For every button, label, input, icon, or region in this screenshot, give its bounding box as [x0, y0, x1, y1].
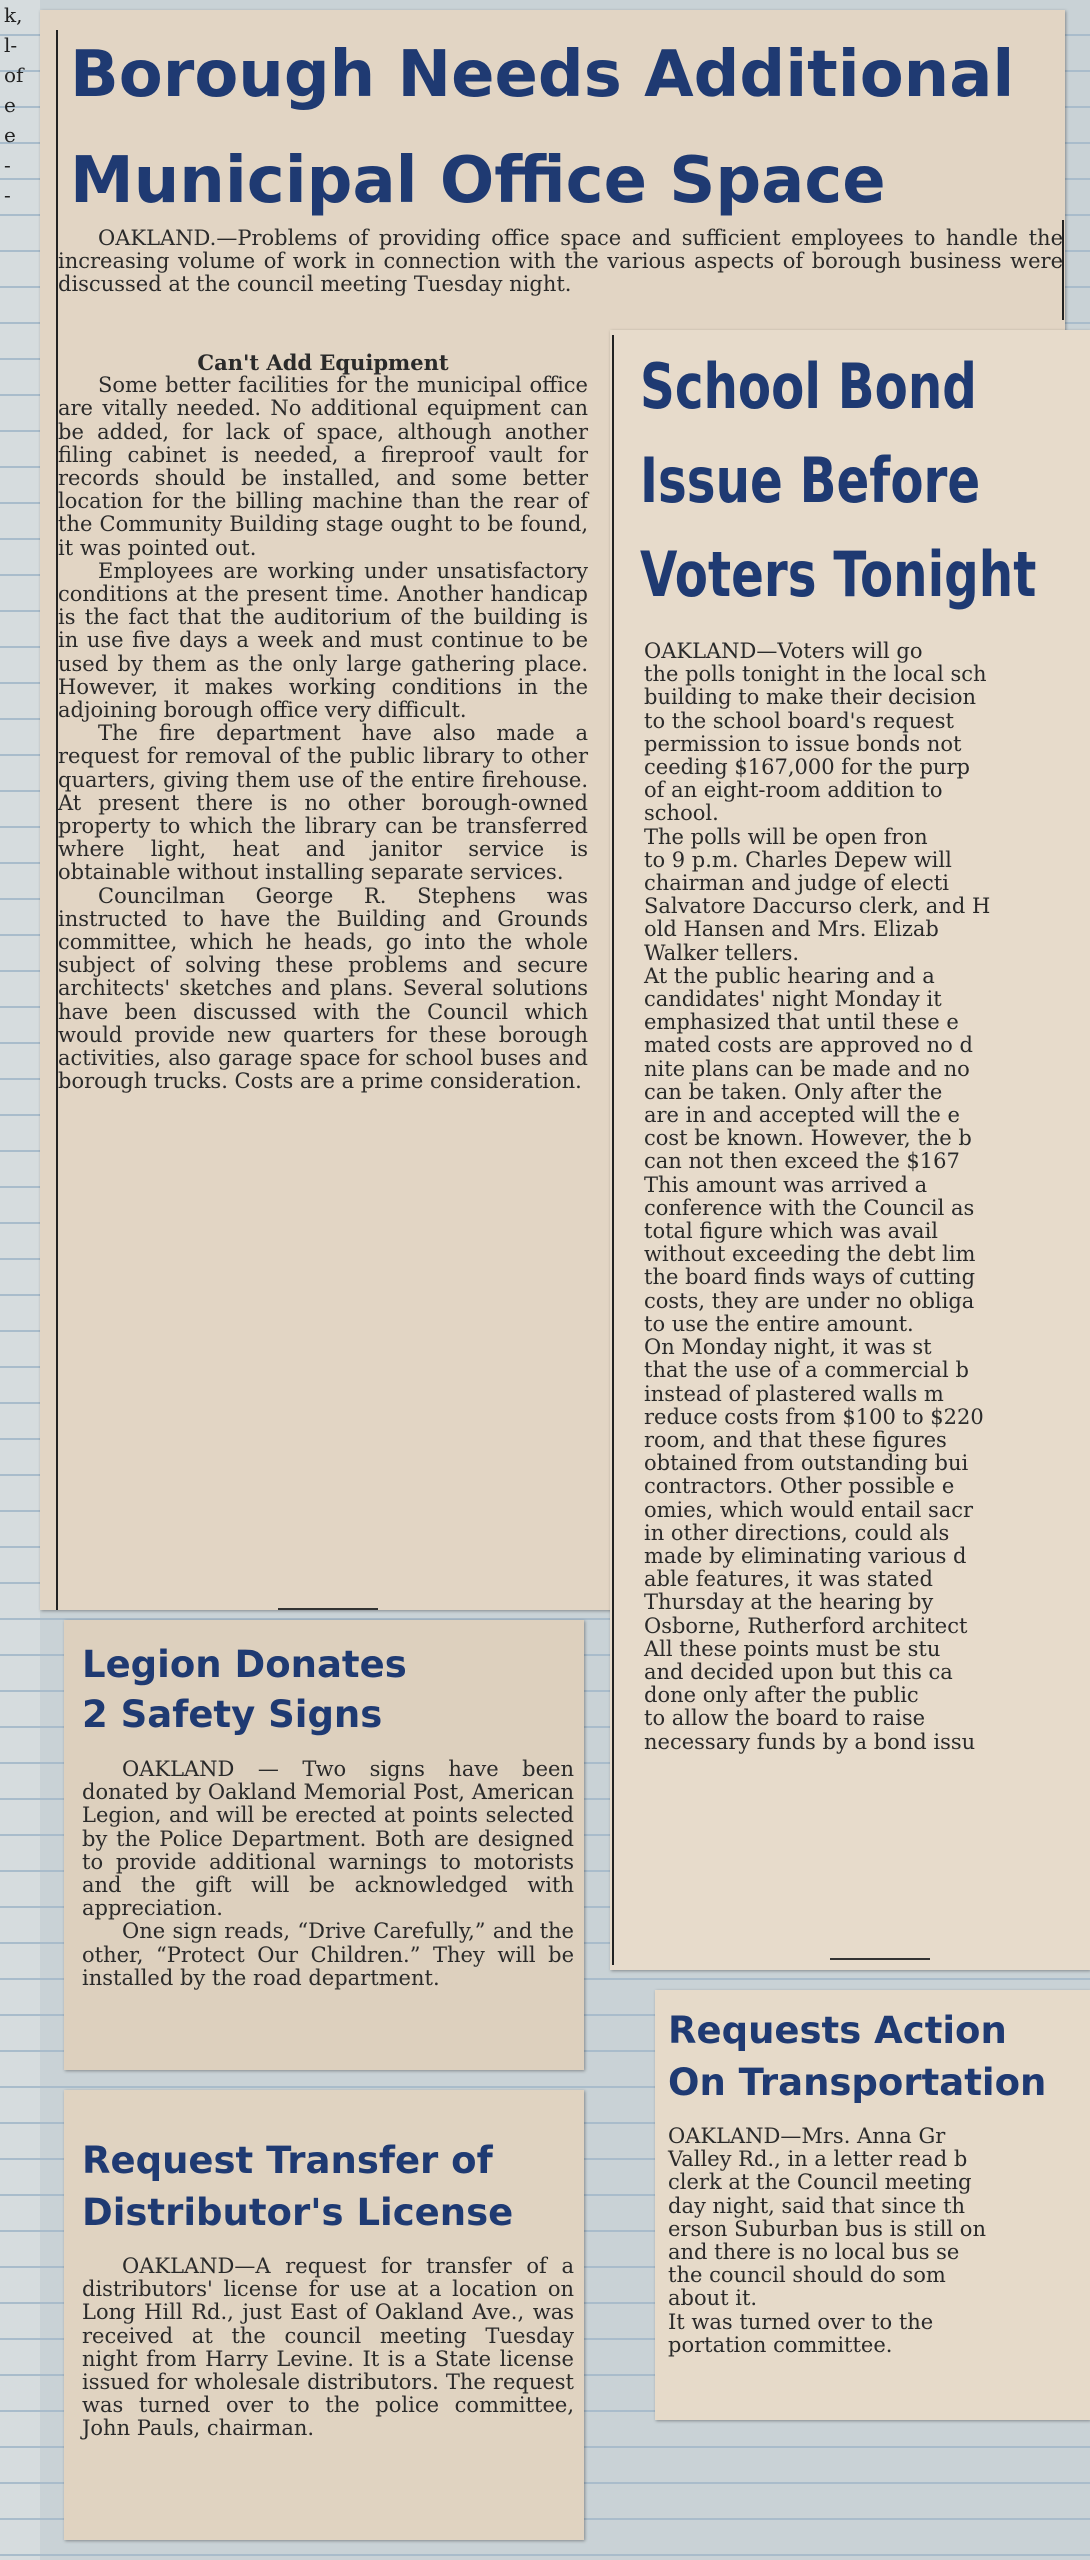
- school-bond-body: [644, 640, 1090, 1754]
- school-bond-line: of an eight-room addition to: [644, 778, 943, 803]
- school-bond-line: without exceeding the debt lim: [644, 1242, 976, 1267]
- school-bond-line: to use the entire amount.: [644, 1311, 914, 1336]
- main-headline-line2: Municipal Office Space: [70, 144, 886, 218]
- school-bond-line: On Monday night, it was st: [644, 1335, 932, 1360]
- distributor-paragraph-1: OAKLAND—A request for transfer of a distributors' license for use at a location on Long Hill Rd., just East of Oakland Ave., was received at the council meeting Tuesday night from Harry Levine. It is a State license issued for wholesale distributors. The request was turned over to the police committee, John Pauls, chairman.: [82, 2254, 574, 2441]
- school-bond-line: can not then exceed the $167: [644, 1149, 960, 1174]
- school-bond-line: candidates' night Monday it: [644, 987, 942, 1012]
- transportation-line: It was turned over to the: [668, 2309, 934, 2334]
- margin-mark: of: [4, 63, 24, 87]
- school-bond-line: to the school board's request: [644, 708, 954, 733]
- school-bond-line: Salvatore Daccurso clerk, and H: [644, 894, 991, 919]
- main-subhead: Can't Add Equipment: [197, 350, 449, 375]
- school-bond-line: This amount was arrived a: [644, 1172, 928, 1197]
- main-body: [58, 351, 588, 1094]
- school-bond-line: can be taken. Only after the: [644, 1079, 943, 1104]
- transportation-line: Valley Rd., in a letter read b: [668, 2147, 968, 2172]
- main-paragraph-3: The fire department have also made a request for removal of the public library to other quarters, giving them use of the entire firehouse. At present there is no other borough-owned property to which the library can be transferred where light, heat and janitor service is obtainable without installing separate services.: [58, 721, 588, 885]
- school-bond-line: chairman and judge of electi: [644, 871, 949, 896]
- distributor-headline-line1: Request Transfer of: [82, 2139, 493, 2182]
- school-bond-line: The polls will be open fron: [644, 824, 928, 849]
- transportation-line: about it.: [668, 2286, 758, 2311]
- school-bond-line: and decided upon but this ca: [644, 1659, 953, 1684]
- school-bond-line: conference with the Council as: [644, 1195, 975, 1220]
- notebook-paper-margin: [0, 0, 40, 2560]
- school-bond-headline: [640, 340, 1037, 622]
- school-bond-line: emphasized that until these e: [644, 1010, 959, 1035]
- legion-paragraph-2: One sign reads, “Drive Carefully,” and the other, “Protect Our Children.” They will be installed by the road department.: [82, 1919, 574, 1990]
- school-bond-line: Thursday at the hearing by: [644, 1590, 934, 1615]
- school-bond-line: made by eliminating various d: [644, 1543, 967, 1568]
- school-bond-line: able features, it was stated: [644, 1567, 933, 1592]
- school-bond-line: school.: [644, 801, 719, 826]
- margin-mark: k,: [4, 3, 23, 27]
- school-bond-headline-line1: School Bond: [640, 350, 977, 423]
- main-paragraph-2: Employees are working under unsatisfactory conditions at the present time. Another handicap is the fact that the auditorium of the building is in use five days a week and must continue to be used by them as the only large gathering place. However, it makes working conditions in the adjoining borough office very difficult.: [58, 558, 588, 723]
- distributor-body: [82, 2255, 574, 2441]
- transportation-line: day night, said that since th: [668, 2193, 966, 2218]
- school-bond-line: obtained from outstanding bui: [644, 1451, 969, 1476]
- main-paragraph-4: Councilman George R. Stephens was instructed to have the Building and Grounds committee, which he heads, go into the whole subject of solving these problems and secure architects' sketches and plans. Several solutions have been discussed with the Council which would provide new quarters for these borough activities, also garage space for school buses and borough trucks. Costs are a prime consideration.: [58, 883, 588, 1094]
- transportation-line: erson Suburban bus is still on: [668, 2216, 986, 2241]
- school-bond-line: costs, they are under no obliga: [644, 1288, 975, 1313]
- school-bond-line: are in and accepted will the e: [644, 1103, 960, 1128]
- margin-mark: -: [4, 153, 11, 177]
- school-bond-line: room, and that these figures: [644, 1427, 947, 1452]
- main-lead: [58, 227, 1063, 297]
- school-bond-line: to 9 p.m. Charles Depew will: [644, 847, 952, 872]
- legion-paragraph-1: OAKLAND — Two signs have been donated by Oakland Memorial Post, American Legion, and will be erected at points selected by the Police Department. Both are designed to provide additional warnings to motorists and the gift will be acknowledged with appreciation.: [82, 1757, 574, 1921]
- school-bond-line: done only after the public: [644, 1683, 919, 1708]
- school-bond-line: the polls tonight in the local sch: [644, 662, 987, 687]
- school-bond-line: total figure which was avail: [644, 1219, 939, 1244]
- school-bond-line: OAKLAND—Voters will go: [644, 639, 923, 663]
- transportation-line: and there is no local bus se: [668, 2240, 960, 2265]
- school-bond-line: instead of plastered walls m: [644, 1381, 944, 1406]
- school-bond-line: in other directions, could als: [644, 1520, 950, 1545]
- school-bond-line: ceeding $167,000 for the purp: [644, 755, 970, 780]
- legion-headline-line1: Legion Donates: [82, 1643, 407, 1686]
- school-bond-line: cost be known. However, the b: [644, 1126, 972, 1151]
- margin-mark: l-: [4, 33, 18, 57]
- main-headline-line1: Borough Needs Additional: [70, 38, 1015, 112]
- school-bond-rule: [612, 335, 614, 1965]
- school-bond-line: All these points must be stu: [644, 1636, 941, 1661]
- transportation-body: [668, 2125, 1090, 2357]
- school-bond-line: mated costs are approved no d: [644, 1033, 973, 1058]
- school-bond-line: nite plans can be made and no: [644, 1056, 970, 1081]
- school-bond-end-rule: [830, 1958, 930, 1960]
- main-headline: [70, 22, 1050, 234]
- transportation-line: the council should do som: [668, 2263, 946, 2288]
- school-bond-line: contractors. Other possible e: [644, 1474, 955, 1499]
- school-bond-line: old Hansen and Mrs. Elizab: [644, 917, 939, 942]
- school-bond-line: Osborne, Rutherford architect: [644, 1613, 968, 1638]
- school-bond-line: that the use of a commercial b: [644, 1358, 969, 1383]
- transportation-line: portation committee.: [668, 2332, 893, 2357]
- school-bond-line: omies, which would entail sacr: [644, 1497, 974, 1522]
- school-bond-headline-line3: Voters Tonight: [640, 538, 1037, 611]
- transportation-line: clerk at the Council meeting: [668, 2170, 972, 2195]
- main-lead-paragraph: OAKLAND.—Problems of providing office space and sufficient employees to handle the increasing volume of work in connection with the various aspects of borough business were discussed at the council meeting Tuesday night.: [58, 226, 1063, 297]
- transportation-headline-line1: Requests Action: [668, 2009, 1007, 2052]
- school-bond-line: to allow the board to raise: [644, 1706, 926, 1731]
- transportation-headline-line2: On Transportation: [668, 2061, 1047, 2104]
- distributor-headline-line2: Distributor's License: [82, 2191, 514, 2234]
- school-bond-line: necessary funds by a bond issu: [644, 1729, 976, 1754]
- school-bond-line: Walker tellers.: [644, 940, 800, 965]
- school-bond-line: building to make their decision: [644, 685, 977, 710]
- main-paragraph-1: Some better facilities for the municipal office are vitally needed. No additional equipment can be added, for lack of space, although another filing cabinet is needed, a fireproof vault for records should be installed, and some better location for the billing machine than the rear of the Community Building stage ought to be found, it was pointed out.: [58, 373, 588, 560]
- margin-mark: e: [4, 123, 16, 147]
- school-bond-line: reduce costs from $100 to $220: [644, 1404, 984, 1429]
- main-end-rule: [278, 1608, 378, 1610]
- margin-mark: e: [4, 93, 16, 117]
- distributor-headline: [82, 2135, 562, 2239]
- transportation-line: OAKLAND—Mrs. Anna Gr: [668, 2124, 946, 2148]
- legion-headline: [82, 1640, 562, 1740]
- margin-marks: [4, 0, 23, 210]
- legion-body: [82, 1758, 574, 1990]
- school-bond-line: permission to issue bonds not: [644, 731, 962, 756]
- school-bond-line: the board finds ways of cutting: [644, 1265, 976, 1290]
- school-bond-headline-line2: Issue Before: [640, 444, 981, 517]
- school-bond-line: At the public hearing and a: [644, 963, 935, 988]
- legion-headline-line2: 2 Safety Signs: [82, 1693, 383, 1736]
- margin-mark: -: [4, 183, 11, 207]
- transportation-headline: [668, 2005, 1088, 2109]
